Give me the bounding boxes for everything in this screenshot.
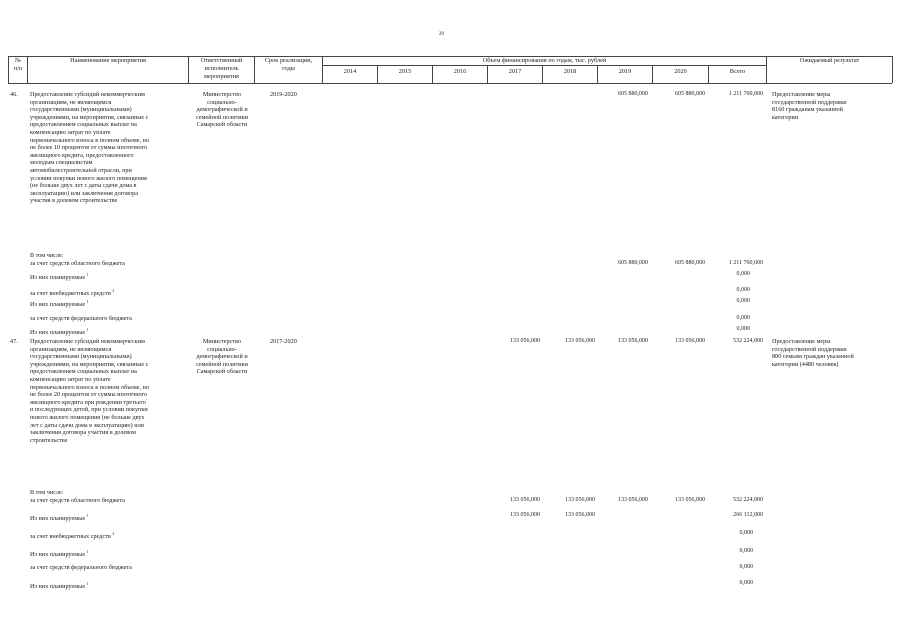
row-number: 47. xyxy=(10,338,18,345)
subrow-value: 0,000 xyxy=(739,548,753,554)
row-value-2018: 133 056,000 xyxy=(565,338,595,344)
row-value-2019: 133 056,000 xyxy=(618,338,648,344)
table-header xyxy=(8,56,892,83)
subrow-label: Из них планируемые $^1$ xyxy=(30,327,89,337)
subrow-label: за счет средств областного бюджета xyxy=(30,497,125,504)
row-name: Предоставление субсидий некоммерческим организациям, не являющимся государственными (муниципальными) учреждениями, на мероприятия, связанные с предоставлением социальных выплат на компенсацию затрат по уплате первоначального взноса в полном объеме, но не более 10 процентов от суммы ипотечного жилищного кредита, предоставленного молодым специалистам автомобилестроительной отрасли, при условии покупки нового жилого помещения (не больше двух лет с даты сдачи дома в эксплуатацию) или заключения договора участия в долевом строительстве xyxy=(30,91,150,205)
subrow-value: 605 880,000 xyxy=(618,260,648,266)
row-term: 2019-2020 xyxy=(270,91,297,98)
subrow-label: Из них планируемые $^1$ xyxy=(30,272,89,282)
subrow-label: за счет внебюджетных средств $^2$ xyxy=(30,288,115,298)
page-number: 29 xyxy=(439,32,444,37)
row-value-total: 1 211 760,000 xyxy=(728,91,763,97)
row-value-2020: 605 880,000 xyxy=(675,91,705,97)
subrow-label: за счет внебюджетных средств $^2$ xyxy=(30,531,115,541)
header-term: Срок реализации, годы xyxy=(264,57,313,72)
header-total: Всего xyxy=(729,68,746,75)
row-number: 46. xyxy=(10,91,18,98)
subrow-value: 0,000 xyxy=(736,315,750,321)
header-year: 2018 xyxy=(563,68,577,75)
subrow-label: за счет средств федерального бюджета xyxy=(30,315,132,322)
subrow-value: 0,000 xyxy=(736,326,750,332)
subrow-value: 0,000 xyxy=(736,298,750,304)
row-name: Предоставление субсидий некоммерческим организациям, не являющимся государственными (муниципальными) учреждениями, на мероприятия, связанные с предоставлением социальных выплат на компенсацию затрат по уплате первоначального взноса в полном объеме, но не более 20 процентов от суммы ипотечного жилищного кредита при рождении третьего и последующих детей, при условии покупки нового жилого помещения (не больше двух лет с даты сдачи дома в эксплуатацию) или заключения договора участия в долевом строительстве xyxy=(30,338,150,444)
subrow-value: 605 880,000 xyxy=(675,260,705,266)
subrow-value: 532 224,000 xyxy=(733,497,763,503)
header-funding: Объем финансирования по годам, тыс. рублей xyxy=(482,57,607,64)
subrow-value: 0,000 xyxy=(739,580,753,586)
subrow-value: 133 056,000 xyxy=(510,497,540,503)
header-year: 2014 xyxy=(343,68,357,75)
subrow-value: 0,000 xyxy=(739,530,753,536)
subrow-value: 133 056,000 xyxy=(510,512,540,518)
header-year: 2015 xyxy=(398,68,412,75)
subrow-label: за счет средств федерального бюджета xyxy=(30,564,132,571)
row-value-2020: 133 056,000 xyxy=(675,338,705,344)
row-value-2019: 605 880,000 xyxy=(618,91,648,97)
subrow-value: 0,000 xyxy=(736,271,750,277)
subrow-value: 0,000 xyxy=(739,564,753,570)
header-year: 2017 xyxy=(508,68,522,75)
subrow-label: В том числе: xyxy=(30,489,64,496)
header-responsible: Ответственный исполнитель мероприятия xyxy=(200,57,243,80)
row-value-2017: 133 056,000 xyxy=(510,338,540,344)
header-year: 2020 xyxy=(674,68,687,75)
subrow-value: 1 211 760,000 xyxy=(728,260,763,266)
subrow-value: 133 056,000 xyxy=(565,497,595,503)
row-responsible: Министерство социально- демографической и семейной политики Самарской области xyxy=(196,91,248,129)
header-result: Ожидаемый результат xyxy=(799,57,860,64)
row-term: 2017-2020 xyxy=(270,338,297,345)
subrow-label: Из них планируемые $^1$ xyxy=(30,549,89,559)
header-no: № п/п xyxy=(13,57,23,72)
subrow-value: 266 112,000 xyxy=(733,512,763,518)
header-name: Наименование мероприятия xyxy=(70,57,146,64)
subrow-label: Из них планируемые $^1$ xyxy=(30,581,89,591)
subrow-label: В том числе: xyxy=(30,252,64,259)
subrow-value: 133 056,000 xyxy=(675,497,705,503)
subrow-value: 0,000 xyxy=(736,287,750,293)
row-result: Предоставление меры государственной поддержки 8160 гражданам указанной категории xyxy=(772,91,847,121)
row-value-total: 532 224,000 xyxy=(733,338,763,344)
header-year: 2016 xyxy=(453,68,467,75)
subrow-value: 133 056,000 xyxy=(565,512,595,518)
row-responsible: Министерство социально- демографической и семейной политики Самарской области xyxy=(196,338,248,376)
header-year: 2019 xyxy=(618,68,632,75)
subrow-value: 133 056,000 xyxy=(618,497,648,503)
subrow-label: за счет средств областного бюджета xyxy=(30,260,125,267)
subrow-label: Из них планируемые $^1$ xyxy=(30,299,89,309)
row-result: Предоставление меры государственной поддержки 800 семьям граждан указанной категории (4480 человек) xyxy=(772,338,854,368)
subrow-label: Из них планируемые $^1$ xyxy=(30,513,89,523)
